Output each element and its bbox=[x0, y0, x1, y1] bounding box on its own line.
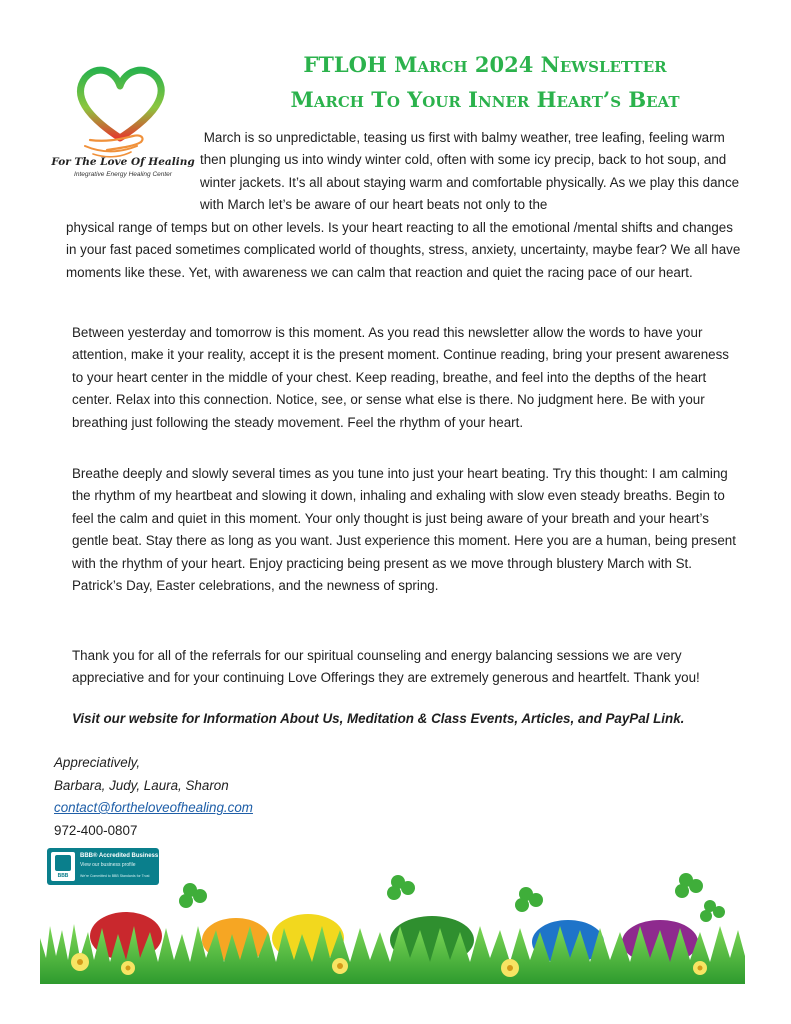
paragraph-1-part-2: physical range of temps but on other levels. Is your heart reacting to all the emotional /mental shifts and changes in your fast paced sometimes complicated world of thoughts, stress, anxiety, uncertainty, maybe fear? We all have moments like these. Yet, with awareness we can calm that reaction and quiet the racing pace of our heart. bbox=[66, 220, 741, 280]
signature-names: Barbara, Judy, Laura, Sharon bbox=[54, 778, 229, 793]
logo-name: For The Love Of Healing bbox=[51, 156, 195, 168]
bbb-seal-icon: BBB bbox=[51, 852, 75, 881]
signature-closing: Appreciatively, bbox=[54, 755, 141, 770]
paragraph-2: Between yesterday and tomorrow is this moment. As you read this newsletter allow the words to have your attention, make it your reality, accept it is the present moment. Continue reading, bring your present awareness to your heart center in the middle of your chest. Keep reading, breathe, and feel into the depths of the heart center. Relax into this connection. Notice, see, or sense what else is there. No judgment here. Be with your breathing just following the steady movement. Feel the rhythm of your heart. bbox=[72, 325, 729, 430]
paragraph-1-part-1: March is so unpredictable, teasing us first with balmy weather, tree leafing, feeling warm then plunging us into windy winter cold, often with some icy precip, back to hot soup, and winter jackets. It’s all about staying warm and comfortable physically. As we play this dance with March let’s be aware of our heart beats not only to the bbox=[200, 130, 740, 213]
paragraph-4: Thank you for all of the referrals for our spiritual counseling and energy balancing sessions we are very appreciative and for your continuing Love Offerings they are extremely generous and heartfelt. Thank you! bbox=[72, 648, 700, 686]
paragraph-3: Breathe deeply and slowly several times as you tune into just your heart beating. Try this thought: I am calming the rhythm of my heartbeat and slowing it down, inhaling and exhaling with slow even steady breaths. Begin to feel the calm and quiet in this moment. Your only thought is just being aware of your breath and your heart’s gentle beat. Stay there as long as you want. Just experience this moment. Here you are a human, being present with the rhythm of your heart. Enjoy practicing being present as we move through blustery March with St. Patrick’s Day, Easter celebrations, and the newness of spring. bbox=[72, 466, 736, 594]
logo-tagline: Integrative Energy Healing Center bbox=[74, 171, 172, 178]
website-note: Visit our website for Information About Us, Meditation & Class Events, Articles, and PayPal Link. bbox=[72, 711, 685, 726]
bbb-line-2: View our business profile bbox=[80, 862, 136, 868]
email-link[interactable]: contact@fortheloveofhealing.com bbox=[54, 800, 253, 815]
easter-eggs-grass-illustration-icon bbox=[40, 868, 745, 984]
bbb-line-3: We're Committed to BBB Standards for Trust bbox=[80, 874, 150, 878]
phone-number: 972-400-0807 bbox=[54, 823, 138, 838]
newsletter-subtitle: March To Your Inner Heart’s Beat bbox=[290, 87, 680, 112]
bbb-line-1: BBB® Accredited Business bbox=[80, 853, 159, 859]
newsletter-title: FTLOH March 2024 Newsletter bbox=[303, 52, 667, 77]
